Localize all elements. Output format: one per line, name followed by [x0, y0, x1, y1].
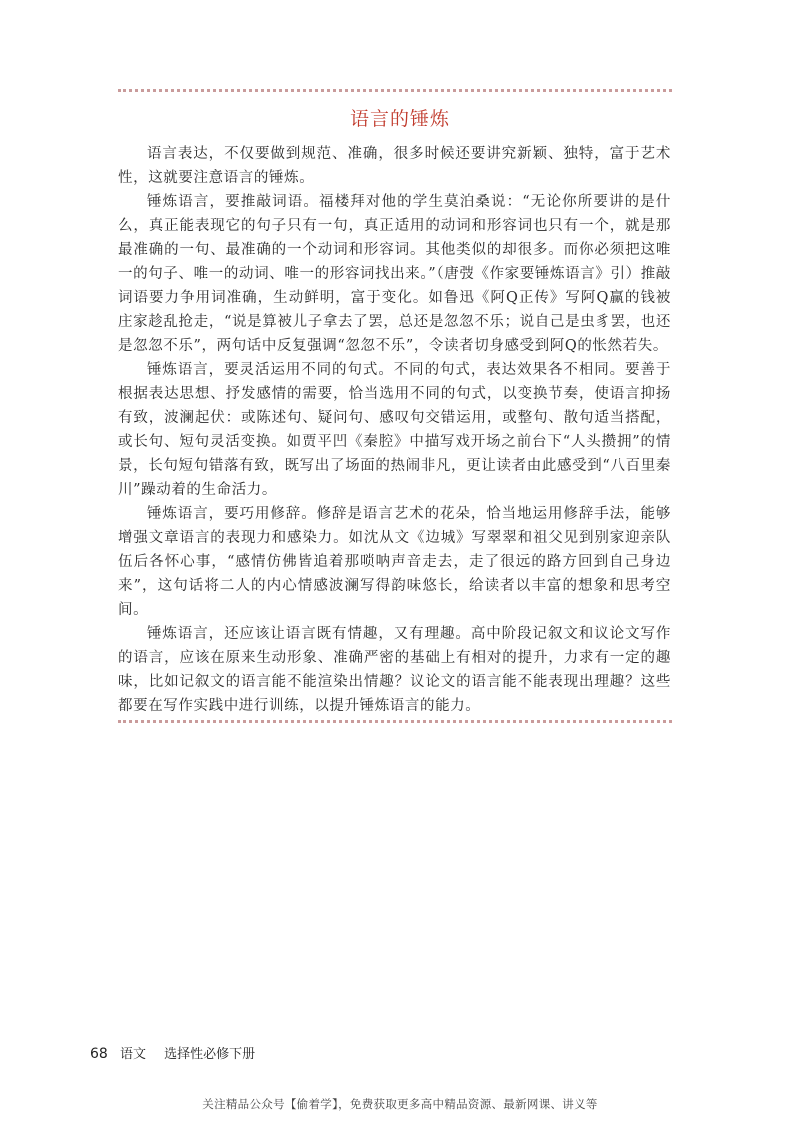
page-footer: [90, 1043, 255, 1062]
paragraph-interest-and-reason: 锤炼语言，还应该让语言既有情趣，又有理趣。高中阶段记叙文和议论文写作的语言，应该在原来生动形象、准确严密的基础上有相对的提升，力求有一定的趣味，比如记叙文的语言能不能渲染出情趣？议论文的语言能不能表现出理趣？这些都要在写作实践中进行训练，以提升锤炼语言的能力。: [118, 626, 671, 714]
article-body: [118, 142, 671, 718]
page-number: 68: [90, 1046, 108, 1062]
paragraph-intro: 语言表达，不仅要做到规范、准确，很多时候还要讲究新颖、独特，富于艺术性，这就要注意语言的锤炼。: [118, 146, 671, 186]
paragraph-rhetoric: 锤炼语言，要巧用修辞。修辞是语言艺术的花朵，恰当地运用修辞手法，能够增强文章语言的表现力和感染力。如沈从文《边城》写翠翠和祖父见到别家迎亲队伍后各怀心事，“感情仿佛皆追着那唢呐声音走去，走了很远的路方回到自己身边来”，这句话将二人的内心情感波澜写得韵味悠长，给读者以丰富的想象和思考空间。: [118, 506, 671, 618]
section-title: 语言的锤炼: [349, 108, 450, 130]
paragraph-word-choice: 锤炼语言，要推敲词语。福楼拜对他的学生莫泊桑说：“无论你所要讲的是什么，真正能表现它的句子只有一句，真正适用的动词和形容词也只有一个，就是那最准确的一句、最准确的一个动词和形容词。其他类似的却很多。而你必须把这唯一的句子、唯一的动词、唯一的形容词找出来。”（唐弢《作家要锤炼语言》引）推敲词语要力争用词准确，生动鲜明，富于变化。如鲁迅《阿Q正传》写阿Q赢的钱被庄家趁乱抢走，“说是算被儿子拿去了罢，总还是忽忽不乐；说自己是虫豸罢，也还是忽忽不乐”，两句话中反复强调“忽忽不乐”，令读者切身感受到阿Q的怅然若失。: [118, 194, 671, 354]
footer-book-title: 选择性必修下册: [164, 1047, 256, 1062]
paragraph-sentence-patterns: 锤炼语言，要灵活运用不同的句式。不同的句式，表达效果各不相同。要善于根据表达思想、抒发感情的需要，恰当选用不同的句式，以变换节奏，使语言抑扬有致，波澜起伏：或陈述句、疑问句、感叹句交错运用，或整句、散句适当搭配，或长句、短句灵活变换。如贾平凹《秦腔》中描写戏开场之前台下“人头攒拥”的情景，长句短句错落有致，既写出了场面的热闹非凡，更让读者由此感受到“八百里秦川”躁动着的生命活力。: [118, 362, 671, 498]
footer-subject: 语文: [119, 1047, 146, 1062]
watermark-notice: 关注精品公众号【偷着学】，免费获取更多高中精品资源、最新网课、讲义等: [202, 1097, 598, 1111]
top-dotted-rule: [118, 89, 672, 92]
bottom-dotted-rule: [118, 720, 672, 723]
